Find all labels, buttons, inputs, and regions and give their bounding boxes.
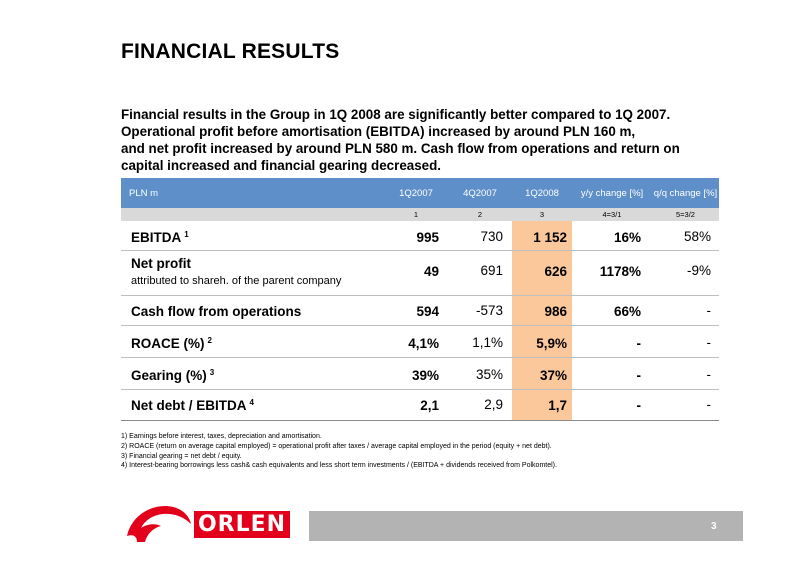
cell-1q2008: 1,7 (548, 398, 567, 413)
cell-1q2008: 626 (544, 264, 567, 279)
row-label: Net profit (131, 256, 191, 271)
row-label: EBITDA $^1$ (131, 230, 189, 245)
row-label: Net debt / EBITDA $^4$ (131, 398, 254, 413)
table-row (121, 358, 719, 390)
row-label: ROACE (%) $^2$ (131, 336, 212, 351)
cell-qq-change: -9% (686, 263, 711, 278)
cell-qq-change: - (706, 367, 711, 382)
header-col-4: y/y change [%] (580, 187, 644, 199)
financial-results-table (121, 178, 719, 421)
intro-line: capital increased and financial gearing decreased. (121, 158, 442, 173)
header-col-2: 4Q2007 (463, 187, 497, 199)
row-divider (121, 420, 719, 421)
table-row (121, 296, 719, 326)
cell-1q2007: 2,1 (420, 398, 439, 413)
intro-line: Operational profit before amortisation (EBITDA) increased by around PLN 160 m, (121, 124, 636, 139)
cell-qq-change: - (706, 335, 711, 350)
table-row (121, 390, 719, 421)
cell-1q2007: 594 (416, 304, 439, 319)
cell-qq-change: - (706, 397, 711, 412)
cell-4q2007: 730 (480, 229, 503, 244)
cell-1q2008: 1 152 (533, 230, 567, 245)
cell-1q2007: 995 (416, 230, 439, 245)
orlen-eagle-logo-icon (117, 496, 197, 546)
footnote: 2) ROACE (return on average capital employed) = operational profit after taxes / average capital employed in the period (equity + net debt). (121, 442, 552, 450)
header-label: PLN m (129, 187, 159, 199)
subheader-col-4: 4=3/1 (602, 210, 622, 219)
footnote: 4) Interest-bearing borrowings less cash& cash equivalents and less short term investments / (EBITDA + dividends received from Polkomtel). (121, 462, 557, 470)
cell-1q2007: 49 (423, 264, 439, 279)
cell-1q2007: 39% (411, 368, 439, 383)
subheader-col-2: 2 (477, 210, 483, 219)
cell-yy-change: 1178% (599, 264, 641, 279)
footnotes (121, 432, 557, 471)
cell-yy-change: - (636, 368, 641, 383)
cell-1q2008: 5,9% (536, 336, 567, 351)
orlen-wordmark: ORLEN (194, 511, 290, 538)
header-col-3: 1Q2008 (525, 187, 559, 199)
cell-yy-change: - (636, 336, 641, 351)
cell-1q2008: 37% (539, 368, 567, 383)
row-label: Cash flow from operations (131, 304, 302, 319)
cell-4q2007: 2,9 (484, 397, 503, 412)
row-sublabel: attributed to shareh. of the parent company (131, 275, 342, 287)
table-row (121, 221, 719, 251)
header-col-1: 1Q2007 (399, 187, 433, 199)
subheader-col-5: 5=3/2 (676, 210, 695, 219)
cell-1q2008: 986 (544, 304, 567, 319)
intro-line: Financial results in the Group in 1Q 2008 are significantly better compared to 1Q 2007. (121, 107, 671, 122)
subheader-col-3: 3 (539, 210, 545, 219)
header-col-5: q/q change [%] (653, 187, 718, 199)
cell-4q2007: 1,1% (472, 335, 503, 350)
footnote: 1) Earnings before interest, taxes, depreciation and amortisation. (121, 433, 322, 440)
cell-4q2007: 691 (480, 263, 503, 278)
table-header (121, 178, 719, 208)
subheader-col-1: 1 (413, 210, 419, 219)
cell-qq-change: - (706, 303, 711, 318)
cell-yy-change: 16% (613, 230, 641, 245)
cell-4q2007: -573 (475, 303, 503, 318)
cell-4q2007: 35% (475, 367, 503, 382)
cell-1q2007: 4,1% (408, 336, 439, 351)
page-number: 3 (711, 521, 717, 532)
row-label: Gearing (%) $^3$ (131, 368, 215, 383)
cell-yy-change: 66% (613, 304, 641, 319)
footnote: 3) Financial gearing = net debt / equity. (121, 452, 242, 460)
intro-line: and net profit increased by around PLN 580 m. Cash flow from operations and return on (121, 141, 680, 156)
table-row (121, 251, 719, 296)
table-subheader (121, 208, 719, 221)
page-title: FINANCIAL RESULTS (121, 40, 340, 63)
cell-yy-change: - (636, 398, 641, 413)
table-row (121, 326, 719, 358)
cell-qq-change: 58% (683, 229, 711, 244)
intro-text (121, 106, 721, 174)
